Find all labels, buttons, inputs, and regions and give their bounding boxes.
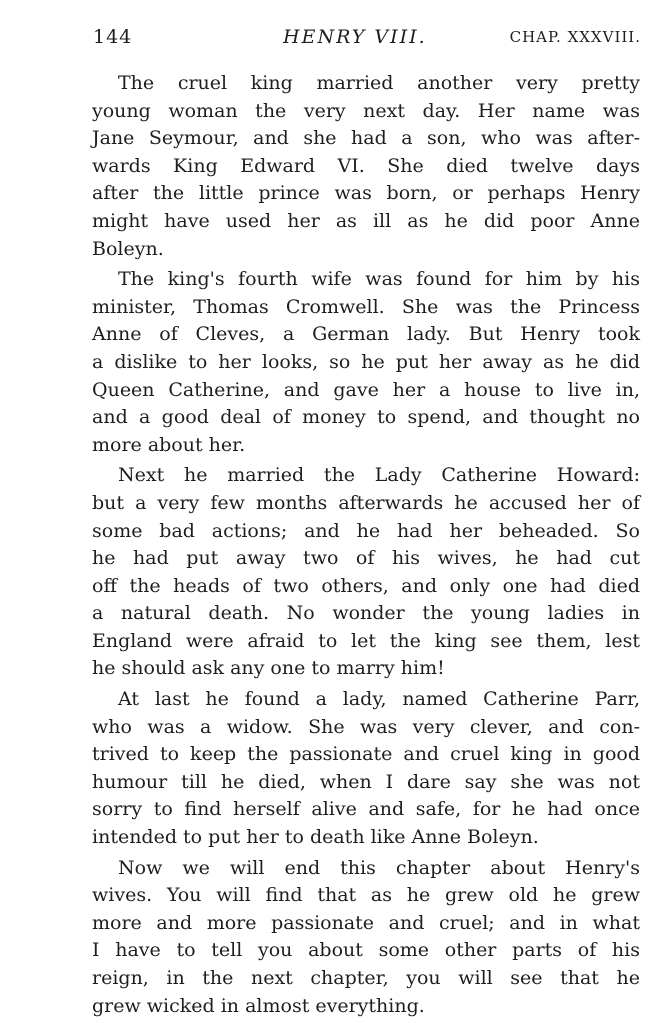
text-line: a natural death. No wonder the young ladies in	[92, 602, 640, 625]
text-line: wives. You will find that as he grew old he grew	[92, 884, 640, 907]
text-line: might have used her as ill as he did poor Anne	[92, 209, 640, 232]
running-head	[93, 22, 641, 52]
paragraph	[92, 855, 640, 1021]
text-line: sorry to find herself alive and safe, for he had once	[92, 798, 640, 821]
text-line: off the heads of two others, and only one had died	[92, 574, 640, 597]
text-line: intended to put her to death like Anne Boleyn.	[92, 826, 539, 849]
text-line: The cruel king married another very pretty	[118, 72, 640, 94]
text-line: Now we will end this chapter about Henry's	[118, 856, 640, 879]
text-line: Queen Catherine, and gave her a house to live in,	[92, 378, 640, 401]
paragraph	[92, 266, 640, 459]
text-line: Anne of Cleves, a German lady. But Henry took	[92, 323, 640, 346]
text-line: he should ask any one to marry him!	[92, 657, 445, 680]
text-line: a dislike to her looks, so he put her away as he did	[92, 350, 640, 373]
text-line: minister, Thomas Cromwell. She was the Princess	[92, 295, 640, 318]
text-line: I have to tell you about some other parts of his	[92, 939, 640, 962]
text-line: and a good deal of money to spend, and thought no	[92, 406, 640, 429]
text-line: grew wicked in almost everything.	[92, 994, 425, 1017]
text-line: trived to keep the passionate and cruel king in good	[92, 743, 640, 766]
text-line: more and more passionate and cruel; and in what	[92, 911, 640, 934]
paragraph	[92, 462, 640, 683]
text-line: Next he married the Lady Catherine Howard:	[118, 464, 640, 487]
text-line: wards King Edward VI. She died twelve days	[92, 154, 640, 177]
text-line: The king's fourth wife was found for him by his	[118, 268, 640, 291]
paragraph	[92, 70, 640, 263]
text-line: more about her.	[92, 433, 246, 456]
text-line: young woman the very next day. Her name was	[92, 99, 640, 122]
text-line: reign, in the next chapter, you will see that he	[92, 967, 640, 989]
chapter-label: CHAP. XXXVIII.	[509, 28, 641, 46]
body-text	[92, 70, 640, 1023]
text-line: but a very few months afterwards he accused her of	[92, 491, 640, 514]
text-line: At last he found a lady, named Catherine Parr,	[118, 688, 640, 711]
text-line: he had put away two of his wives, he had cut	[92, 547, 640, 570]
text-line: humour till he died, when I dare say she was not	[92, 770, 640, 793]
paragraph	[92, 686, 640, 852]
page-number: 144	[93, 26, 133, 48]
text-line: Jane Seymour, and she had a son, who was after-	[92, 127, 640, 150]
text-line: after the little prince was born, or perhaps Henry	[92, 182, 640, 205]
text-line: who was a widow. She was very clever, and con-	[92, 715, 640, 738]
running-title: HENRY VIII.	[283, 26, 427, 48]
text-line: England were afraid to let the king see them, lest	[92, 629, 640, 652]
text-line: Boleyn.	[92, 237, 164, 260]
text-line: some bad actions; and he had her beheaded. So	[92, 519, 640, 542]
